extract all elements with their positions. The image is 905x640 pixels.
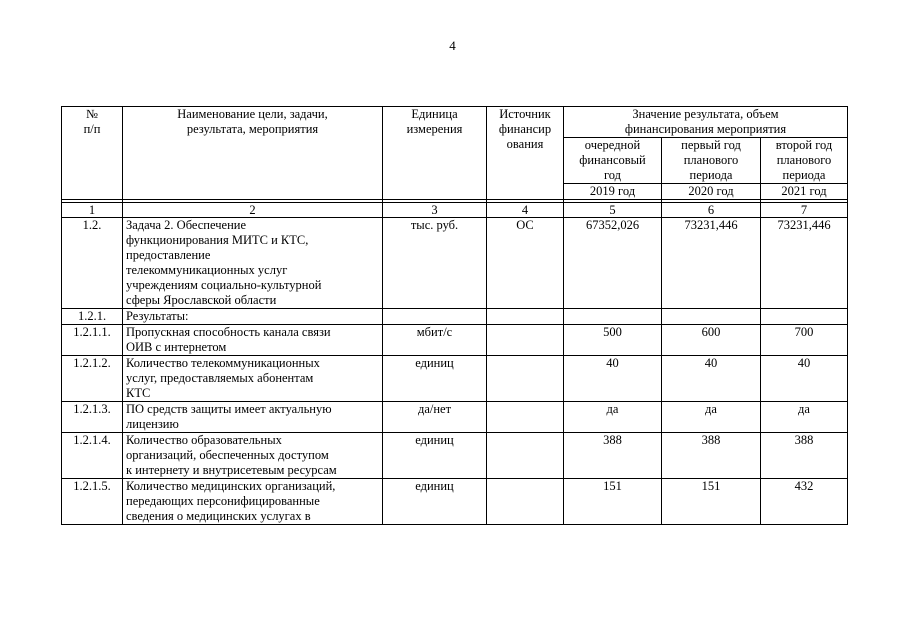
row-source	[487, 309, 564, 325]
column-number: 3	[383, 203, 487, 218]
row-name: Количество телекоммуникационных услуг, предоставляемых абонентам КТС	[123, 356, 383, 402]
row-source	[487, 356, 564, 402]
row-value-2020: 600	[662, 325, 761, 356]
column-number: 7	[761, 203, 848, 218]
header-year-label: очередной финансовый год	[564, 138, 662, 184]
row-unit: тыс. руб.	[383, 218, 487, 309]
column-number: 4	[487, 203, 564, 218]
row-unit: мбит/с	[383, 325, 487, 356]
row-source	[487, 433, 564, 479]
row-value-2021: 73231,446	[761, 218, 848, 309]
row-value-2021: да	[761, 402, 848, 433]
row-value-2019	[564, 309, 662, 325]
header-year: 2019 год	[564, 184, 662, 200]
header-source: Источник финансир ования	[487, 107, 564, 200]
table-row	[62, 218, 848, 309]
data-rows	[62, 218, 848, 525]
row-source	[487, 402, 564, 433]
row-name: Пропускная способность канала связи ОИВ с интернетом	[123, 325, 383, 356]
row-value-2020: 388	[662, 433, 761, 479]
row-value-2020	[662, 309, 761, 325]
row-number: 1.2.1.1.	[62, 325, 123, 356]
row-unit: единиц	[383, 433, 487, 479]
row-source	[487, 325, 564, 356]
table-row	[62, 433, 848, 479]
header-name: Наименование цели, задачи, результата, мероприятия	[123, 107, 383, 200]
row-value-2019: да	[564, 402, 662, 433]
row-number: 1.2.1.5.	[62, 479, 123, 525]
header-year: 2020 год	[662, 184, 761, 200]
row-value-2019: 40	[564, 356, 662, 402]
row-value-2020: 151	[662, 479, 761, 525]
column-numbers-row	[62, 203, 848, 218]
header-year-label: второй год планового периода	[761, 138, 848, 184]
row-unit	[383, 309, 487, 325]
row-value-2020: да	[662, 402, 761, 433]
page-number: 4	[449, 38, 456, 53]
row-value-2019: 388	[564, 433, 662, 479]
row-name: Результаты:	[123, 309, 383, 325]
row-number: 1.2.1.2.	[62, 356, 123, 402]
row-value-2019: 500	[564, 325, 662, 356]
header-num: № п/п	[62, 107, 123, 200]
row-value-2021: 388	[761, 433, 848, 479]
column-number: 1	[62, 203, 123, 218]
row-number: 1.2.1.3.	[62, 402, 123, 433]
header-unit: Единица измерения	[383, 107, 487, 200]
header-value-group: Значение результата, объем финансирования мероприятия	[564, 107, 848, 138]
row-value-2019: 67352,026	[564, 218, 662, 309]
row-source	[487, 479, 564, 525]
column-number: 6	[662, 203, 761, 218]
row-value-2021: 700	[761, 325, 848, 356]
table-row	[62, 309, 848, 325]
header-row	[62, 107, 848, 138]
row-source: ОС	[487, 218, 564, 309]
row-value-2020: 40	[662, 356, 761, 402]
row-name: ПО средств защиты имеет актуальную лицензию	[123, 402, 383, 433]
table-row	[62, 325, 848, 356]
row-value-2019: 151	[564, 479, 662, 525]
header-year-label: первый год планового периода	[662, 138, 761, 184]
table-row	[62, 356, 848, 402]
row-name: Задача 2. Обеспечение функционирования МИТС и КТС, предоставление телекоммуникационных услуг учреждениям социально-культурной сферы Ярославской области	[123, 218, 383, 309]
table-row	[62, 402, 848, 433]
row-unit: единиц	[383, 479, 487, 525]
row-unit: единиц	[383, 356, 487, 402]
row-number: 1.2.1.	[62, 309, 123, 325]
row-value-2021	[761, 309, 848, 325]
row-value-2021: 40	[761, 356, 848, 402]
table-row	[62, 479, 848, 525]
column-number: 2	[123, 203, 383, 218]
row-value-2021: 432	[761, 479, 848, 525]
row-unit: да/нет	[383, 402, 487, 433]
row-number: 1.2.1.4.	[62, 433, 123, 479]
header-year: 2021 год	[761, 184, 848, 200]
row-name: Количество медицинских организаций, передающих персонифицированные сведения о медицинских услугах в	[123, 479, 383, 525]
row-number: 1.2.	[62, 218, 123, 309]
row-name: Количество образовательных организаций, обеспеченных доступом к интернету и внутрисетевым ресурсам	[123, 433, 383, 479]
row-value-2020: 73231,446	[662, 218, 761, 309]
results-table	[61, 106, 848, 525]
column-number: 5	[564, 203, 662, 218]
